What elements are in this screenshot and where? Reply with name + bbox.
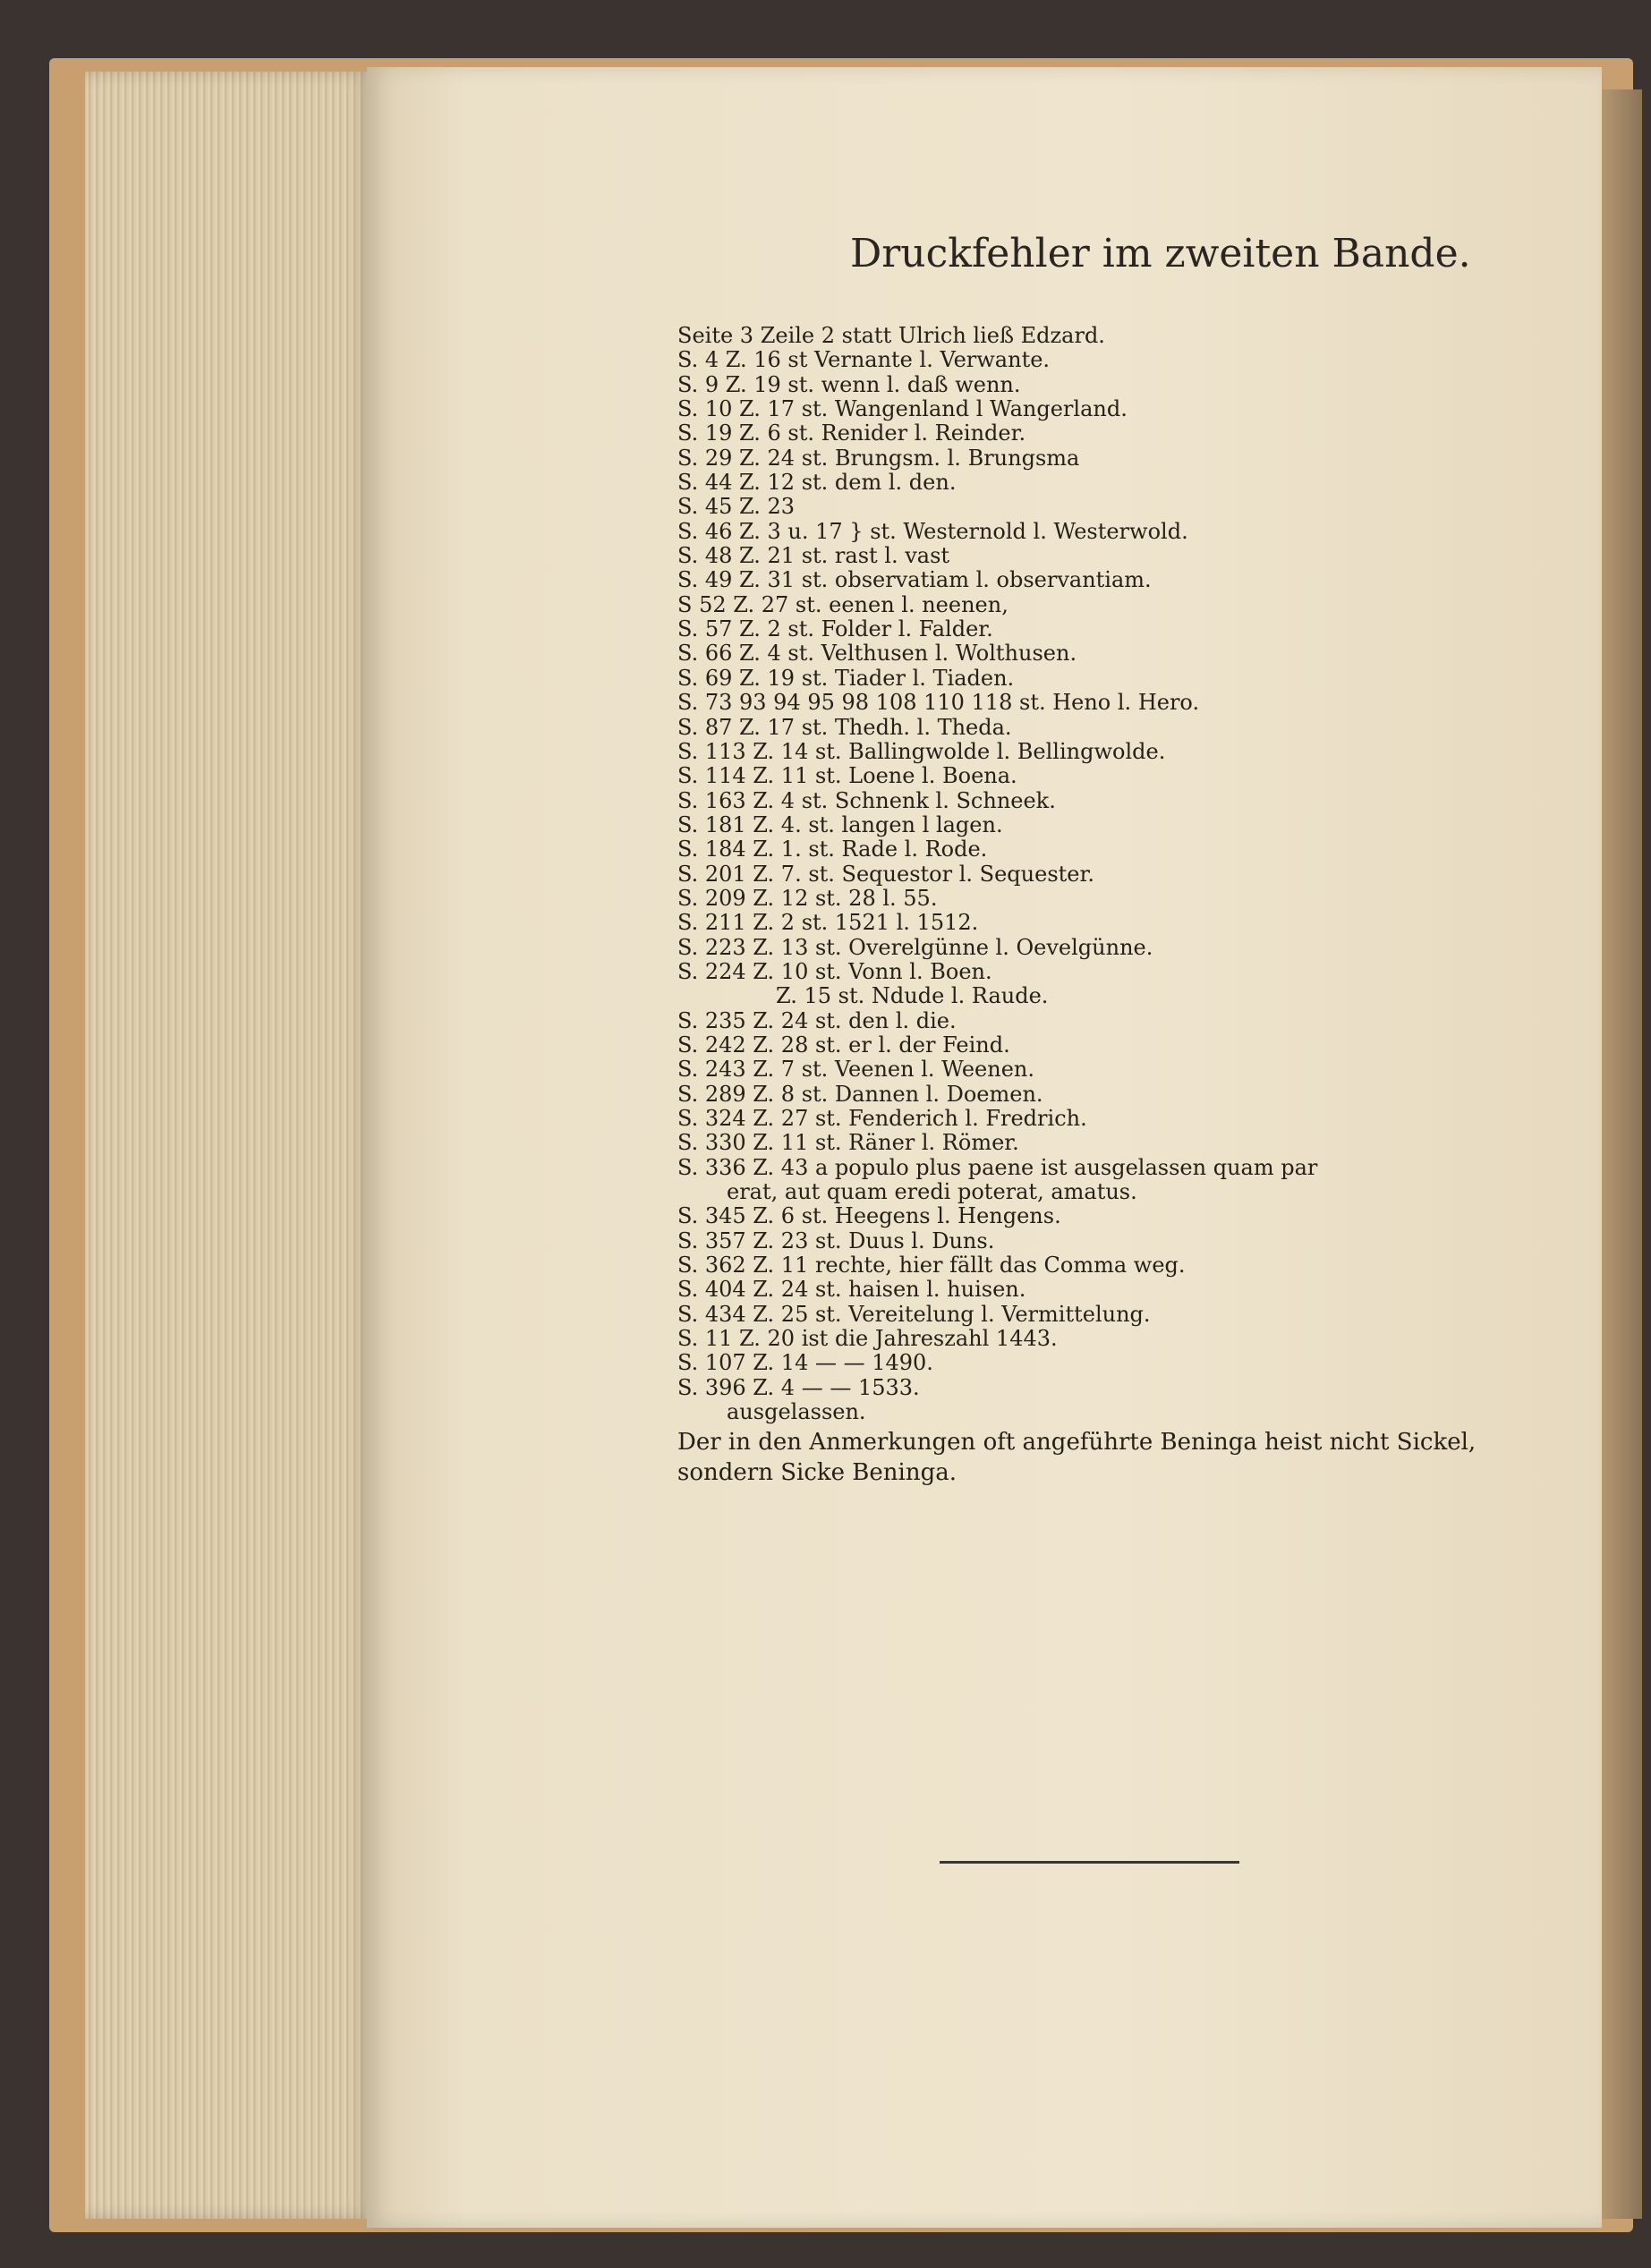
errata-line: S. 345 Z. 6 st. Heegens l. Hengens.: [677, 1203, 1061, 1229]
errata-line: S. 44 Z. 12 st. dem l. den.: [677, 470, 957, 496]
errata-line: S. 184 Z. 1. st. Rade l. Rode.: [677, 837, 988, 862]
errata-line: S. 357 Z. 23 st. Duus l. Duns.: [677, 1227, 995, 1253]
errata-line: S. 49 Z. 31 st. observatiam l. observantiam.: [677, 567, 1152, 593]
errata-line: S 52 Z. 27 st. eenen l. neenen,: [677, 591, 1008, 617]
errata-line: S. 113 Z. 14 st. Ballingwolde l. Bellingwolde.: [677, 738, 1166, 764]
errata-line: Seite 3 Zeile 2 statt Ulrich ließ Edzard.: [677, 323, 1105, 348]
errata-line: S. 404 Z. 24 st. haisen l. huisen.: [677, 1277, 1026, 1303]
errata-line: S. 29 Z. 24 st. Brungsm. l. Brungsma: [677, 445, 1080, 471]
end-rule: [940, 1861, 1239, 1864]
errata-line: S. 163 Z. 4 st. Schnenk l. Schneek.: [677, 787, 1056, 813]
errata-line: Z. 15 st. Ndude l. Raude.: [776, 983, 1049, 1009]
errata-line: S. 324 Z. 27 st. Fenderich l. Fredrich.: [677, 1106, 1087, 1131]
errata-line: S. 211 Z. 2 st. 1521 l. 1512.: [677, 910, 979, 936]
errata-line: S. 107 Z. 14 — — 1490.: [677, 1350, 933, 1376]
errata-line: erat, aut quam eredi poterat, amatus.: [727, 1179, 1137, 1205]
errata-line: S. 4 Z. 16 st Vernante l. Verwante.: [677, 347, 1051, 373]
errata-line: S. 181 Z. 4. st. langen l lagen.: [677, 811, 1003, 837]
errata-line: S. 9 Z. 19 st. wenn l. daß wenn.: [677, 371, 1021, 397]
errata-line: S. 69 Z. 19 st. Tiader l. Tiaden.: [677, 665, 1015, 691]
errata-line: S. 243 Z. 7 st. Veenen l. Weenen.: [677, 1057, 1034, 1083]
errata-line: S. 223 Z. 13 st. Overelgünne l. Oevelgünne.: [677, 934, 1153, 960]
page-edges: [85, 72, 371, 2219]
errata-line: S. 330 Z. 11 st. Räner l. Römer.: [677, 1130, 1019, 1156]
errata-line: S. 114 Z. 11 st. Loene l. Boena.: [677, 763, 1017, 789]
errata-line: S. 336 Z. 43 a populo plus paene ist ausgelassen quam par: [677, 1154, 1318, 1180]
errata-line: S. 362 Z. 11 rechte, hier fällt das Comma weg.: [677, 1253, 1186, 1278]
errata-line: S. 87 Z. 17 st. Thedh. l. Theda.: [677, 714, 1012, 740]
errata-list: [677, 324, 1536, 1424]
errata-line: S. 19 Z. 6 st. Renider l. Reinder.: [677, 420, 1026, 446]
errata-line: S. 289 Z. 8 st. Dannen l. Doemen.: [677, 1081, 1043, 1107]
closing-note: Der in den Anmerkungen oft angeführte Beninga heist nicht Sickel, sondern Sicke Beninga.: [677, 1429, 1477, 1486]
errata-line: S. 242 Z. 28 st. er l. der Feind.: [677, 1032, 1010, 1058]
errata-line: S. 45 Z. 23: [677, 494, 796, 520]
errata-line: S. 66 Z. 4 st. Velthusen l. Wolthusen.: [677, 641, 1077, 667]
errata-line: S. 57 Z. 2 st. Folder l. Falder.: [677, 616, 993, 642]
errata-line: S. 209 Z. 12 st. 28 l. 55.: [677, 885, 938, 911]
errata-line: S. 46 Z. 3 u. 17 } st. Westernold l. Westerwold.: [677, 518, 1188, 544]
errata-line: S. 201 Z. 7. st. Sequestor l. Sequester.: [677, 861, 1094, 887]
errata-line: S. 434 Z. 25 st. Vereitelung l. Vermittelung.: [677, 1301, 1151, 1327]
page-title: Druckfehler im zweiten Bande.: [850, 231, 1471, 276]
errata-line: S. 73 93 94 95 98 108 110 118 st. Heno l. Hero.: [677, 690, 1200, 716]
errata-line: S. 224 Z. 10 st. Vonn l. Boen.: [677, 958, 992, 984]
errata-line: S. 11 Z. 20 ist die Jahreszahl 1443.: [677, 1326, 1058, 1352]
errata-line: S. 48 Z. 21 st. rast l. vast: [677, 543, 950, 569]
facing-page-edge: [1597, 89, 1642, 2219]
errata-line: S. 235 Z. 24 st. den l. die.: [677, 1007, 957, 1033]
errata-line: ausgelassen.: [727, 1399, 866, 1425]
errata-line: S. 396 Z. 4 — — 1533.: [677, 1374, 920, 1400]
errata-line: S. 10 Z. 17 st. Wangenland l Wangerland.: [677, 396, 1128, 422]
